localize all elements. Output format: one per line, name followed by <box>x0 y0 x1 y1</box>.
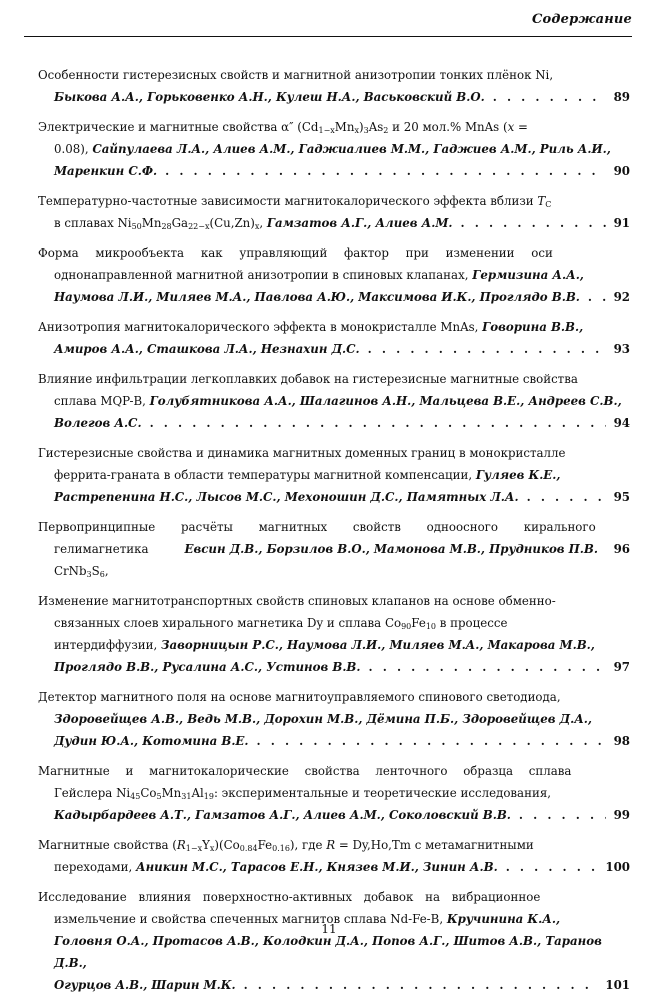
entry-authors: Проглядо В.В., Русалина А.С., Устинов В.В. <box>54 660 361 674</box>
entry-title-line: Гейслера $Ni_{45}Co_5Mn_{31}Al_{19}$: экспериментальные и теоретические исследования, <box>54 786 552 801</box>
entry-page-number: 94 <box>613 416 630 430</box>
entry-page-number: 95 <box>613 490 630 504</box>
toc-entry[interactable] <box>38 590 630 678</box>
entry-title-line: связанных слоев хирального магнетика Dy и сплава $Co_{90}Fe_{10}$ в процессе <box>54 616 508 631</box>
entry-title-tail: гелимагнетика $CrNb_3S_6$, <box>54 542 149 579</box>
entry-page-number: 93 <box>613 342 630 356</box>
entry-page-number: 101 <box>605 978 630 992</box>
entry-title-line: Электрические и магнитные свойства α″ $(Cd_{1-x}Mn_x)_3As_2$ и 20 мол.% MnAs (x = <box>38 120 528 135</box>
dot-leader <box>461 212 606 234</box>
entry-authors: Дудин Ю.А., Котомина В.Е. <box>54 734 249 748</box>
toc-entry[interactable] <box>38 760 630 826</box>
entry-title-line: интердиффузии, Заворницын Р.С., Наумова Л.И., Миляев М.А., Макарова М.В., <box>54 638 595 652</box>
dot-leader <box>165 160 606 182</box>
entry-title-line: Детектор магнитного поля на основе магнитоуправляемого спинового светодиода, <box>38 690 561 704</box>
entry-title-line: Головня О.А., Протасов А.В., Колодкин Д.А., Попов А.Г., Шитов А.В., Таранов Д.В., <box>54 934 602 970</box>
entry-authors: Гамзатов А.Г., Алиев А.М. <box>266 216 453 230</box>
entry-title-line: Исследование влияния поверхностно-активных добавок на вибрационное <box>38 890 541 904</box>
entry-authors: Волегов А.С. <box>54 416 142 430</box>
entry-authors: Наумова Л.И., Миляев М.А., Павлова А.Ю., Максимова И.К., Проглядо В.В. <box>54 290 580 304</box>
toc-entry[interactable] <box>38 686 630 752</box>
entry-title-line: Гистерезисные свойства и динамика магнитных доменных границ в монокристалле <box>38 446 566 460</box>
dot-leader <box>368 338 606 360</box>
entry-page-number: 89 <box>613 90 630 104</box>
entry-authors: Амиров А.А., Сташкова Л.А., Незнахин Д.С. <box>54 342 360 356</box>
entry-title-line: феррита-граната в области температуры магнитной компенсации, Гуляев К.Е., <box>54 468 561 482</box>
entry-title-tail: в сплавах $Ni_{50}Mn_{28}Ga_{22-x}(Cu,Zn)_x$, <box>54 216 267 231</box>
page-number: 11 <box>321 922 337 936</box>
entry-page-number: 96 <box>613 542 630 556</box>
entry-title-line: Магнитные и магнитокалорические свойства ленточного образца сплава <box>38 764 572 778</box>
dot-leader <box>519 804 606 826</box>
entry-page-number: 100 <box>605 860 630 874</box>
entry-title-line: измельчение и свойства спеченных магнитов сплава Nd-Fe-B, Кручинина К.А., <box>54 912 561 926</box>
entry-authors: Аникин М.С., Тарасов Е.Н., Князев М.И., Зинин А.В. <box>135 860 498 874</box>
toc-entry[interactable] <box>38 190 630 234</box>
dot-leader <box>150 412 606 434</box>
entry-authors: Евсин Д.В., Борзилов В.О., Мамонова М.В., Прудников П.В. <box>184 542 598 556</box>
dot-leader <box>588 286 606 308</box>
entry-title-line: сплава MQP-B, Голубятникова А.А., Шалагинов А.Н., Мальцева В.Е., Андреев С.В., <box>54 394 622 408</box>
toc-entry[interactable] <box>38 886 630 996</box>
toc-entry[interactable] <box>38 834 630 878</box>
entry-title-line: Магнитные свойства $(R_{1-x}Y_x)(Co_{0.84}Fe_{0.16})$, где R = Dy,Ho,Tm с метамагнитными <box>38 838 534 853</box>
toc-entry[interactable] <box>38 116 630 182</box>
running-header: Содержание <box>531 12 632 27</box>
dot-leader <box>527 486 606 508</box>
entry-title-line: Особенности гистерезисных свойств и магнитной анизотропии тонких плёнок Ni, <box>38 68 554 82</box>
toc-entry[interactable] <box>38 316 630 360</box>
entry-authors: Маренкин С.Ф. <box>54 164 158 178</box>
toc-entry[interactable] <box>38 368 630 434</box>
entry-authors: Кадырбардеев А.Т., Гамзатов А.Г., Алиев А.М., Соколовский В.В. <box>54 808 511 822</box>
entry-page-number: 97 <box>613 660 630 674</box>
entry-title-line: Температурно-частотные зависимости магнитокалорического эффекта вблизи $T_C$ <box>38 194 552 209</box>
dot-leader <box>244 974 600 996</box>
entry-title-line: Здоровейщев А.В., Ведь М.В., Дорохин М.В., Дёмина П.Б., Здоровейщев Д.А., <box>54 712 593 726</box>
entry-title-line: Анизотропия магнитокалорического эффекта в монокристалле MnAs, Говорина В.В., <box>38 320 584 334</box>
entry-title-line: Изменение магнитотранспортных свойств спиновых клапанов на основе обменно- <box>38 594 556 608</box>
entry-authors: Быкова А.А., Горьковенко А.Н., Кулеш Н.А., Васьковский В.О. <box>54 90 485 104</box>
entry-page-number: 90 <box>613 164 630 178</box>
dot-leader <box>257 730 606 752</box>
entry-title-line: Влияние инфильтрации легкоплавких добавок на гистерезисные магнитные свойства <box>38 372 578 386</box>
entry-authors: Растрепенина Н.С., Лысов М.С., Мехоношин Д.С., Памятных Л.А. <box>54 490 519 504</box>
entry-title-tail: переходами, <box>54 860 136 874</box>
entry-authors: Огурцов А.В., Шарин М.К. <box>54 978 236 992</box>
entry-title-line: однонаправленной магнитной анизотропии в спиновых клапанах, Гермизина А.А., <box>54 268 584 282</box>
table-of-contents <box>38 64 630 1004</box>
entry-title-line: Первопринципные расчёты магнитных свойств одноосного кирального <box>38 520 596 534</box>
toc-entry[interactable] <box>38 242 630 308</box>
entry-page-number: 91 <box>613 216 630 230</box>
dot-leader <box>369 656 606 678</box>
entry-page-number: 99 <box>613 808 630 822</box>
entry-page-number: 92 <box>613 290 630 304</box>
entry-title-line: Форма микрообъекта как управляющий фактор при изменении оси <box>38 246 553 260</box>
dot-leader <box>506 856 600 878</box>
toc-entry[interactable] <box>38 442 630 508</box>
dot-leader <box>493 86 606 108</box>
entry-title-line: 0.08), Сайпулаева Л.А., Алиев А.М., Гаджиалиев М.М., Гаджиев А.М., Риль А.И., <box>54 142 611 156</box>
entry-page-number: 98 <box>613 734 630 748</box>
toc-entry[interactable] <box>38 64 630 108</box>
toc-entry[interactable] <box>38 516 630 582</box>
header-rule <box>24 36 632 37</box>
